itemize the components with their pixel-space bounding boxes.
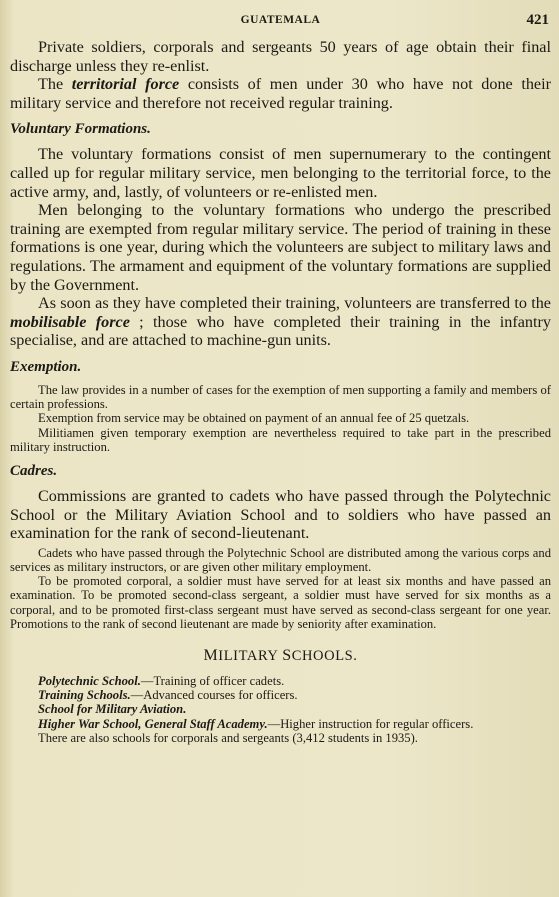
page-number: 421 — [526, 12, 549, 28]
heading-rest: CHOOLS. — [291, 647, 358, 664]
section-heading-cadres: Cadres. — [10, 462, 58, 479]
voluntary-paragraph-2: Men belonging to the voluntary formations who undergo the prescribed training are exempted from regular military service. The period of training in these formations is one year, during which the volunteers are subject to military laws and regulations. The armament and equipment of the voluntary formations are supplied by the Government. — [10, 201, 551, 294]
section-heading-military-schools — [10, 647, 551, 665]
school-name: Polytechnic School. — [38, 673, 141, 688]
page-header — [10, 14, 551, 38]
section-heading-voluntary: Voluntary Formations. — [10, 121, 151, 138]
school-description: —Training of officer cadets. — [140, 673, 285, 688]
school-item — [10, 688, 551, 702]
term-territorial-force: territorial force — [71, 75, 180, 94]
school-description: —Higher instruction for regular officers. — [267, 716, 474, 731]
school-item — [10, 702, 551, 716]
school-name: Training Schools. — [38, 688, 131, 703]
text-run: As soon as they have completed their training, volunteers are transferred to the — [38, 294, 551, 313]
term-mobilisable-force: mobilisable force — [10, 312, 130, 331]
exemption-paragraph-3: Militiamen given temporary exemption are nevertheless required to take part in the prescribed military instruction. — [10, 425, 551, 454]
exemption-paragraph-1: The law provides in a number of cases for the exemption of men supporting a family and members of certain professions. — [10, 382, 551, 412]
cadres-paragraph-1: Commissions are granted to cadets who have passed through the Polytechnic School or the Military Aviation School and to soldiers who have passed an examination for the rank of second-lieutenant. — [10, 486, 551, 543]
heading-rest: ILITARY — [218, 647, 278, 664]
school-description: —Advanced courses for officers. — [130, 688, 298, 703]
heading-initial: M — [203, 646, 219, 664]
text-run: ; those who have completed their training in the infantry specialise, and are attached to machine-gun units. — [10, 312, 551, 350]
school-item — [10, 674, 551, 688]
schools-closing-paragraph: There are also schools for corporals and sergeants (3,412 students in 1935). — [38, 730, 418, 745]
text-run: consists of men under 30 who have not done their military service and therefore not received regular training. — [10, 75, 551, 112]
heading-initial: S — [282, 646, 292, 664]
section-heading-exemption: Exemption. — [10, 358, 82, 375]
territorial-force-paragraph — [10, 75, 551, 112]
school-name: Higher War School, General Staff Academy. — [38, 716, 268, 731]
running-head: GUATEMALA — [240, 14, 321, 26]
exemption-paragraph-2: Exemption from service may be obtained on payment of an annual fee of 25 quetzals. — [38, 411, 470, 426]
discharge-paragraph: Private soldiers, corporals and sergeants 50 years of age obtain their final discharge unless they re-enlist. — [10, 38, 551, 75]
voluntary-paragraph-3 — [10, 294, 551, 350]
school-name: School for Military Aviation. — [38, 702, 187, 717]
cadres-paragraph-3: To be promoted corporal, a soldier must have served for at least six months and have passed an examination. To be promoted second-class sergeant, a soldier must have served for six months as a corporal, and to be promoted first-class sergeant must have served as second-class sergeant for one year. Promotions to the rank of second lieutenant are made by seniority after examination. — [10, 574, 551, 631]
school-item — [10, 717, 551, 731]
text-run: The — [38, 75, 72, 94]
voluntary-paragraph-1: The voluntary formations consist of men supernumerary to the contingent called up for regular military service, men belonging to the territorial force, to the active army, and, lastly, of volunteers or re-enlisted men. — [10, 145, 551, 201]
cadres-paragraph-2: Cadets who have passed through the Polytechnic School are distributed among the various corps and services as military instructors, or are given other military employment. — [10, 545, 551, 574]
